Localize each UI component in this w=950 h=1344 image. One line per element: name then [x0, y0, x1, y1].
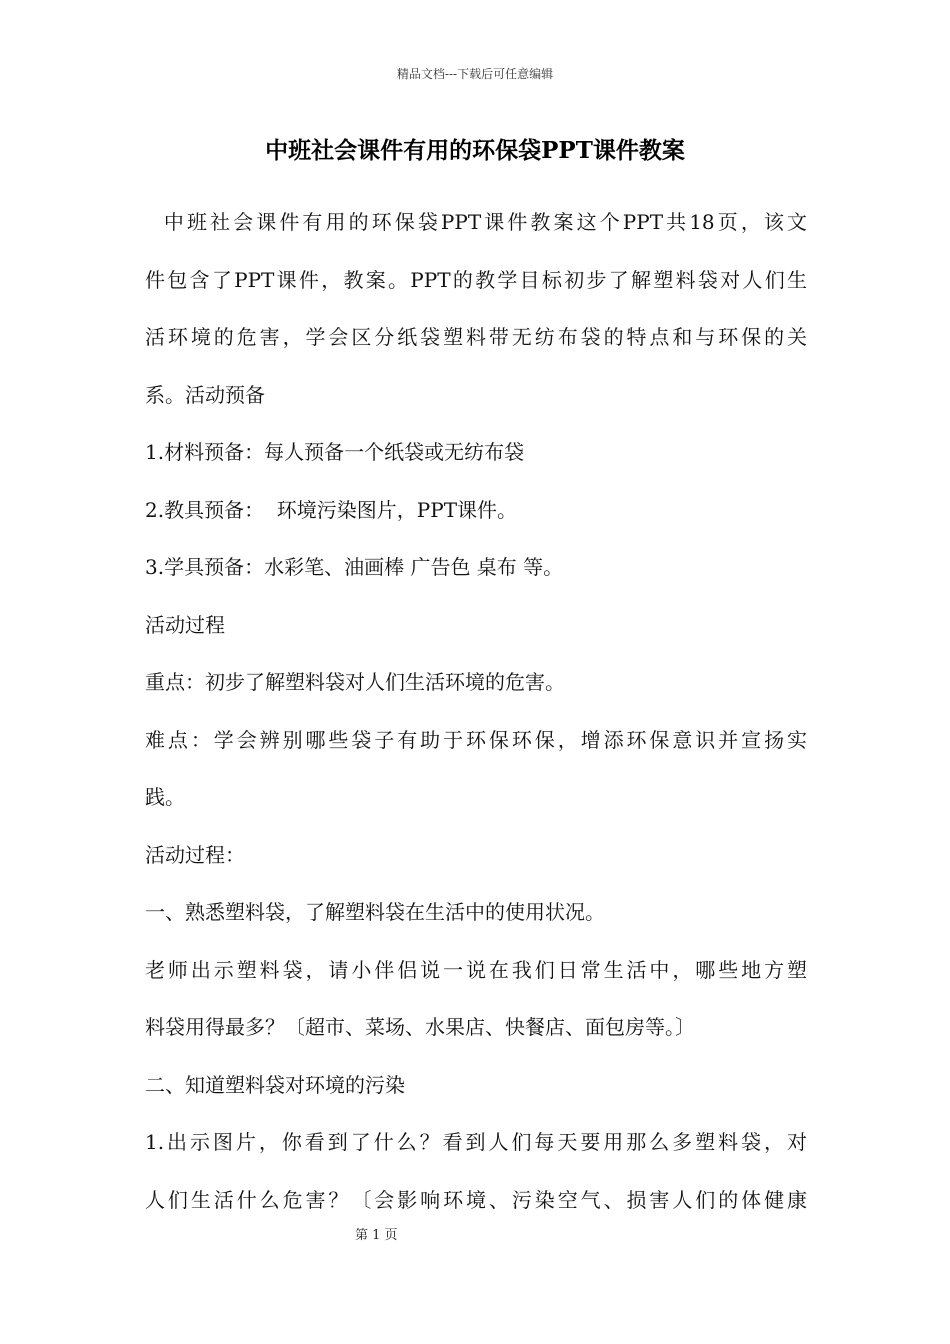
page-number: 第 1 页	[355, 1228, 398, 1243]
paragraph-line: 中班社会课件有用的环保袋PPT课件教案这个PPT共18页，该文	[145, 210, 807, 234]
paragraph-line: 活动过程：	[145, 842, 245, 867]
paragraph-line: 3.学具预备：水彩笔、油画棒 广告色 桌布 等。	[145, 555, 564, 579]
paragraph-line: 重点：初步了解塑料袋对人们生活环境的危害。	[145, 670, 565, 694]
paragraph-line: 人们生活什么危害？〔会影响环境、污染空气、损害人们的体健康	[145, 1187, 807, 1212]
paragraph-line: 2.教具预备： 环境污染图片，PPT课件。	[145, 497, 518, 522]
paragraph-line: 践。	[145, 785, 185, 809]
paragraph-line: 料袋用得最多？〔超市、菜场、水果店、快餐店、面包房等。〕	[145, 1015, 695, 1039]
paragraph-line: 活动过程	[145, 612, 225, 637]
paragraph-line: 二、知道塑料袋对环境的污染	[145, 1072, 405, 1097]
document-title: 中班社会课件有用的环保袋PPT课件教案	[265, 137, 685, 164]
paragraph-line: 老师出示塑料袋，请小伴侣说一说在我们日常生活中，哪些地方塑	[145, 957, 807, 982]
paragraph-line: 1.出示图片，你看到了什么？看到人们每天要用那么多塑料袋，对	[145, 1130, 807, 1154]
paragraph-line: 件包含了PPT课件，教案。PPT的教学目标初步了解塑料袋对人们生	[145, 267, 807, 292]
document-body	[145, 200, 807, 1235]
paragraph-line: 难点：学会辨别哪些袋子有助于环保环保，增添环保意识并宣扬实	[145, 727, 807, 752]
page-header: 精品文档---下载后可任意编辑	[396, 67, 554, 81]
paragraph-line: 系。活动预备	[145, 382, 265, 407]
paragraph-line: 活环境的危害，学会区分纸袋塑料带无纺布袋的特点和与环保的关	[145, 325, 807, 349]
paragraph-line: 一、熟悉塑料袋，了解塑料袋在生活中的使用状况。	[145, 900, 605, 924]
paragraph-line: 1.材料预备：每人预备一个纸袋或无纺布袋	[145, 440, 525, 464]
